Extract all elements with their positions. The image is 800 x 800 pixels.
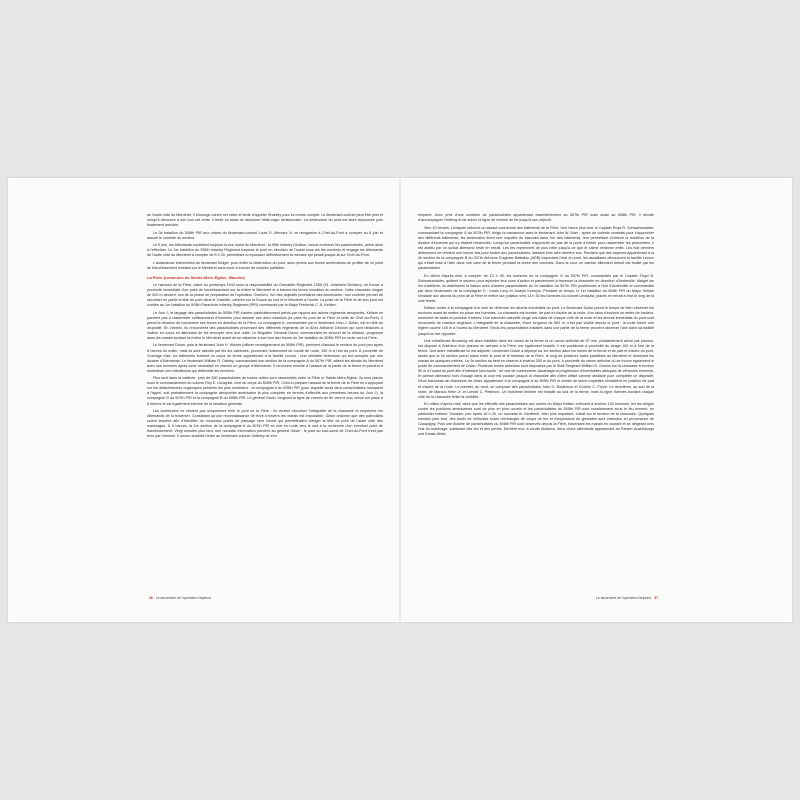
book-spread bbox=[8, 178, 792, 622]
running-title: Le lancement de l'opération Neptune bbox=[155, 596, 212, 600]
paragraph: Kellam confie à la compagnie A le soin de défendre les abords immédiats du pont. Le lieutenant Dolan prend le temps de bien observer les environs avant de mettre en place ses hommes. La chaussée est bordée, de part et d'autre de la route, d'un talus d'environ un mètre de hauteur, surmonté de haies et ponctué d'arbres. Une tranchée naturelle longe ces haies de chaque côté de la route et les abords immédiats du pont sont recouverts de roseaux végétaux. L'intégralité de la chaussée, d'une longueur de 500 m, n'est pas visible depuis le pont : la route forme une légère courbe 100 m à l'ouest du Merderet. Seuls les parachutistes installés dans une partie de la ferme peuvent observer l'axe dans sa totalité jusqu'à la rive opposée. bbox=[418, 306, 654, 336]
paragraph: Le lieutenant Dolan, puis le lieutenant John H. Wisner (officier renseignement du 505th PIR), prennent d'assaut le secteur du pont peu après 6 heures du matin, mais ils sont ralentis par les tirs adverses, provenant notamment du coude de route, 150 m à l'est du pont. À proximité de l'ouvrage d'art, six bâtiments forment un corps de ferme appartenant à la famille Leroux ; une véritable forteresse qui est occupée par une dizaine d'Allemands. Le lieutenant William R. Oakley, commandant une section de la compagnie A du 507th PIR, atteint les abords du Merderet avec ses hommes après avoir neutralisé en chemin un groupe d'Allemands. Il rencontre ensuite à l'assaut de la partie de la ferme et parvient à neutraliser une mitrailleuse qui défendait les environs. bbox=[147, 343, 383, 373]
running-title: Le lancement de l'opération Neptune bbox=[596, 596, 652, 600]
left-page-folio bbox=[146, 596, 211, 600]
paragraph: Le 3e bataillon du 508th PIR aux ordres du lieutenant-colonel Louis G. Mendez Jr. se réorganise à Chef-du-Pont à compter du 8 juin et assure le contrôle du secteur. bbox=[147, 230, 383, 240]
book-gutter bbox=[399, 178, 401, 622]
page-number: 36 bbox=[149, 596, 153, 600]
paragraph: Les Américains ne veulent pas uniquement tenir le pont de la Fière : ils veulent sécuriser l'intégralité de la chaussée et empêcher les Allemands de la traverser. Constatant qu'une reconnaissance de front à travers les marais est impossible, Gavin ordonne que des patrouilles soient lancées afin d'identifier de nouveaux points de passage vers l'ouest qui permettraient d'ériger la tête de pont de l'autre côté des marécages. À 9 heures, la 1re section de la compagnie A du 507th PIR se met en route vers le sud à la recherche d'un éventuel point de franchissement. Vingt minutes plus tard, une nouvelle information parvient au général Gavin : le pont au sud-ouest de Chef-du-Pont n'est pas tenu par l'ennemi. Il donne aussitôt l'ordre au lieutenant-colonel Ostberg de s'en bbox=[147, 409, 383, 439]
left-page-text-column bbox=[147, 213, 383, 442]
paragraph: En milieu d'après-midi, alors que les effectifs des parachutistes aux ordres du Major Kellam s'élèvent à environ 140 hommes, les tirs dirigés contre les positions américaines sont de plus en plus nourris et les parachutistes du 505th PIR sont constamment sous le feu ennemi, en particulier indirect. Soudain, peu après 16 h 30, un nouveau tir d'artillerie, bien plus important, s'abat sur le secteur de la chaussée. Quelques minutes plus tard, des bruits de véhicules suivis d'échanges de coups de feu et d'explosions de grenades sont entendus en provenance de Cauquigny. Puis une dizaine de parachutistes du 508th PIR sont observés depuis la Fière, traversant les marais en courant et se dirigeant vers l'est du marécage, subissant des tirs et des pertes. Derrière eux, à courte distance, deux chars allemands appartenant au Panzer-Ausbildungs und Ersatz-Abtei- bbox=[418, 402, 654, 437]
paragraph: emparer. Avec près d'une centaine de parachutistes appartenant essentiellement au 507th PIR mais aussi au 508th PIR, il décide d'accompagner Ostberg et de suivre la ligne de chemin de fer jusqu'à son objectif. bbox=[418, 213, 654, 223]
paragraph: Le Jour J, le largage des parachutistes du 505th PIR s'avère particulièrement précis par rapport aux autres régiments aéroportés. Kellam ne parvient pas à rassembler suffisamment d'hommes pour assurer ses deux missions (la prise du pont de la Fière et celle de Chef-du-Pont). Il prend la décision de concentrer ses forces en direction de la Fière. La compagnie A, commandée par le lieutenant John J. Dolan, est en tête du dispositif. En chemin, ils rencontrent des parachutistes provenant des différents régiments de la 82nd Airborne Division qui sont rattachés à l'action en cours en attendant de les renvoyer vers leur unité. Le Brigadier General Gavin, commandant en second de la division, progresse dans les marais bordant la rivière le Merderet avant de se rattacher à son tour aux forces du 1er bataillon du 505th PIR en route vers la Fière. bbox=[147, 310, 383, 340]
paragraph: de l'autre côté du Merderet, il s'insurge contre cet ordre et tente d'appeler Shanley pour lui rendre compte. Le lieutenant-colonel peut être joint et lorsqu'il découvre à son tour cet ordre, il tente lui aussi de raisonner l'état-major divisionnaire. La destruction du pont est alors repoussée puis finalement annulée. bbox=[147, 213, 383, 228]
paragraph: Plus tard dans la matinée, près de 550 parachutistes de toutes unités sont rassemblés entre la Fière et Sainte-Mère-Église. Ils sont placés sous le commandement du colonel Roy E. Lindquist, chef du corps du 508th PIR. Celui-ci prépare l'assaut de la ferme de la Fière en s'appuyant sur les détachements organiques présents les plus nombreux : la compagnie A du 505th PIR (pour laquelle seuls deux parachutistes manquent à l'appel, soit probablement la compagnie aéroportée américaine la plus complète en termes d'effectifs aux premières heures du Jour J), la compagnie G du 507th PIR et la compagnie B du 508th PIR. Le général Gavin, longeant la ligne de chemin de fer vers le sud, arrive sur place à 8 heures et est également informé de la situation générale. bbox=[147, 376, 383, 406]
section-heading: La Fière (commune de Sainte-Mère-Église, Manche) bbox=[147, 274, 245, 280]
right-page-text-column bbox=[418, 213, 654, 440]
page-number: 37 bbox=[654, 596, 659, 600]
paragraph: Vers 10 heures, Lindquist ordonne un assaut coordonné des bâtiments de la Fière. Une heure plus tard, le Captain Royd R. Schwartzwalder, commandant la compagnie G du 507th PIR, dirige la manœuvre avec le lieutenant John W. Marr ; après de violents combats pour s'approcher des différents bâtiments, les Américains tirent une roquette de bazooka dans l'un des bâtiments, leur permettant d'obtenir la reddition de la dizaine d'ennemis qui s'y étaient retranchés. Lorsqu'un parachutiste s'approche du pas de la porte d'entrée pour rassembler les prisonniers, il est abattu par un soldat allemand resté en retrait. Les tirs reprennent de plus belle jusqu'à ce que le calme revienne enfin. Les huit derniers défenseurs se rendent une bonne fois pour toutes aux parachutistes, laissant trois tués derrière eux. Pendant que des sapeurs appartenant à la 3e section de la compagnie B du 307th Airborne Engineer Battalion (AEB) inspectent l'état du pont, les assaillants découvrent la famille Leroux qui s'était mise à l'abri dans une cave de la ferme pendant la durée des combats. Dans la cour, un camion allemand détruit est fouillé par les parachutistes. bbox=[418, 225, 654, 270]
right-page-folio bbox=[596, 596, 661, 600]
paragraph: Une mitrailleuse Browning est alors installée dans les ruines de la ferme et un canon antichar de 57 mm, préalablement arrivé par planeur, est disposé à l'intérieur d'un planeur en arrivant à la Fière, est également installé. Il est positionné à proximité du virage 100 m à l'est de la ferme. Une autre mitrailleuse lui est adjointe. Lieutenant Dolan a déployé sa 1re section dans les ruines de la ferme et de part et d'autre du pont, tandis que la 3e section prend place entre le pont et le hameau de la Fière, le long de plusieurs haies parallèles au Merderet et dominant les marais de quelques mètres. La 2e section se tient en réserve à environ 300 m du pont, à proximité du canon antichar où se trouve également le poste de commandement de Dolan. Plusieurs mines antichars sont disposées par le Staff Sergeant William D. Owens sur la chaussée à environ 50 m à l'ouest du pont afin d'interdire tout accès : en vue de contrecarrer davantage la progression d'éventuelles attaques de véhicules ennemis, le camion allemand hors d'usage dans la cour est poussé jusqu'à la chaussée afin d'être utilisé comme obstacle pour compléter ce dispositif. Deux bazookas de chasseurs de chars appartenant à la compagnie A du 505th PIR et armés de lance-roquettes s'installent en position de part et d'autre de la route. Le premier, au nord, se compose des parachutistes John D. Bolderson et Gordon C. Pryne. Le deuxième, au sud de la route, de Marcus Heim Jr. et Lenold C. Peterson. Un troisième binôme est installé au sud de la ferme, mais la ligne d'arbres bordant chaque côté de la chaussée limite la visibilité. bbox=[418, 339, 654, 399]
paragraph: En début d'après-midi, à compter de 13 h 45, les hommes de la compagnie G du 507th PIR, commandés par le Captain Floyd B. Schwartzwalder, quittent le secteur pour rejoindre leur zone d'action et parviennent à traverser la chaussée en direction d'Amfreville. Malgré les tirs d'artillerie, ils établissent la liaison avec d'autres parachutistes du 2e bataillon du 507th PIR positionnés à l'est d'Amfreville et commandés par deux lieutenants de la compagnie D : Lewis Levy et Joseph Kormylo. Pendant ce temps, le 1er bataillon du 505th PIR du Major Kellam s'installe aux abords du pont de la Fière et relève sur position vers 14 h 30 les hommes du colonel Lindquist, placés en retrait à l'est le long de la voie ferrée. bbox=[418, 273, 654, 303]
paragraph: L'audacieuse intervention du lieutenant Bolger, pour éviter la destruction du pont, aura permis aux forces américaines de profiter de ce point de franchissement existant sur le Merderet sans avoir à trouver de solution palliative. bbox=[147, 260, 383, 270]
paragraph: Le hameau de la Fière, placé au printemps 1944 sous la responsabilité du Grenadier-Regiment 1058 (91. Infanterie-Division), se trouve à proximité immédiate d'un point de franchissement sur la rivière le Merderet et à travers les terres inondées du secteur. Cette chaussée longue de 500 m devient, lors de la phase de préparation de l'opération Overlord, l'un des objectifs prioritaires des Américains : son contrôle permet de sécuriser en partie la tête de pont dans le Cotentin, centrée sur la Douve au sud et le Merderet à l'ouest. La prise de la Fière et de son pont est confiée au 1er bataillon du 505th Parachute Infantry Regiment (PIR) commandé par le Major Frederick C. A. Kellam. bbox=[147, 282, 383, 308]
paragraph: Le 9 juin, les Allemands contrôlent toujours la rive ouest du Merderet : la 90th Infantry Division, venue renforcer les parachutistes, peine alors à l'effectuer. Le 1er bataillon du 358th Infantry Regiment traverse le pont en direction de l'ouest sous les tirs ennemis et engage les Allemands de l'autre côté du Merderet à compter de 5 h 30, permettant à repousser définitivement la menace qui pesait jusque-là sur Chef-du-Pont. bbox=[147, 243, 383, 258]
